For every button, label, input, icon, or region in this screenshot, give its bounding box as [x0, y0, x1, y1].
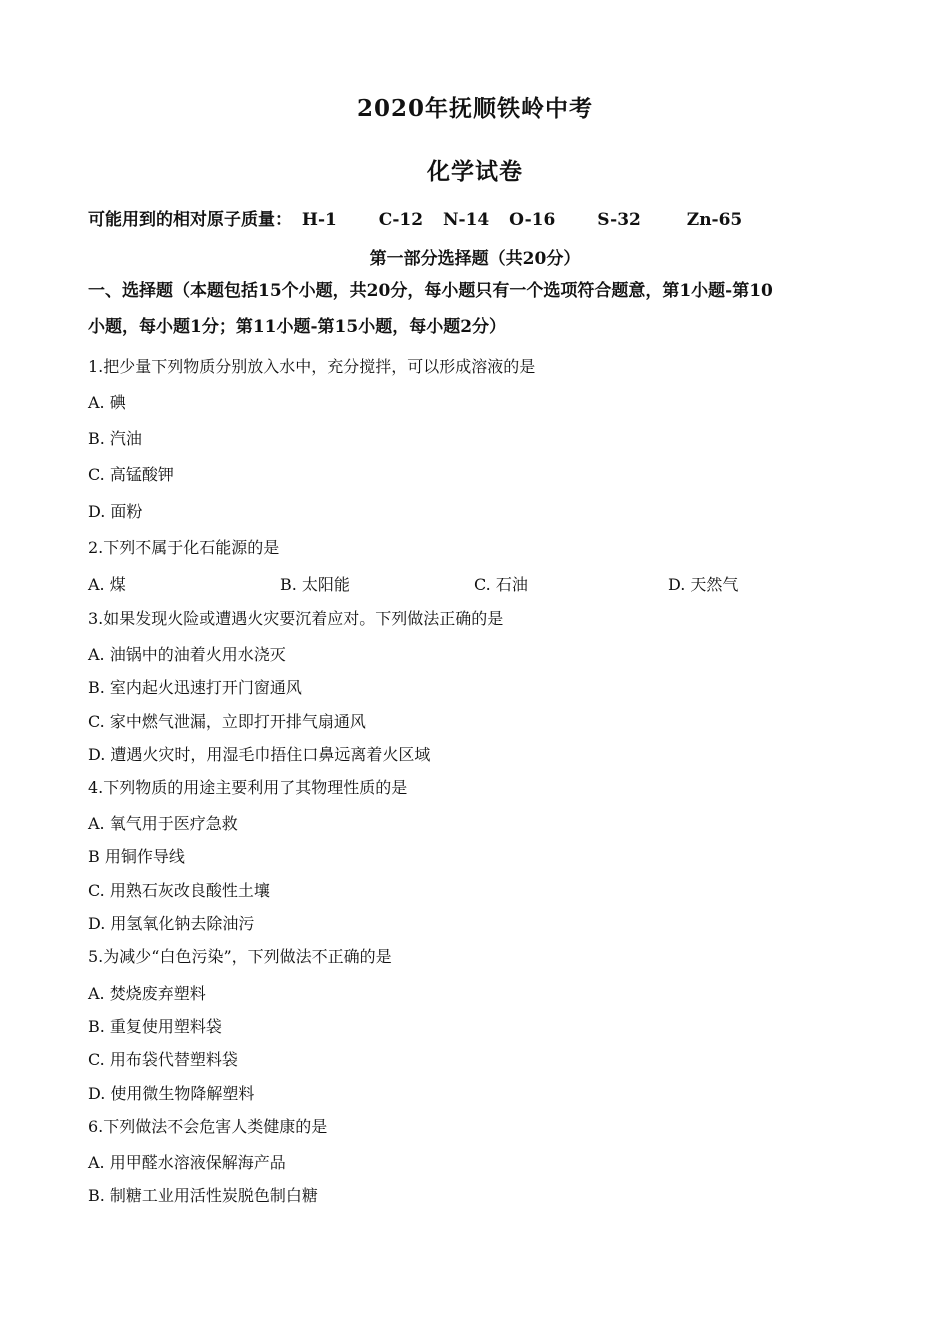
- question-6-stem: 6.下列做法不会危害人类健康的是: [88, 1117, 328, 1136]
- question-2-option-d: D. 天然气: [668, 575, 739, 594]
- question-3-option-d: D. 遭遇火灾时，用湿毛巾捂住口鼻远离着火区域: [88, 745, 431, 764]
- question-1-stem: 1.把少量下列物质分别放入水中，充分搅拌，可以形成溶液的是: [88, 357, 536, 376]
- question-3-option-c: C. 家中燃气泄漏，立即打开排气扇通风: [88, 712, 366, 731]
- exam-title: 2020年抚顺铁岭中考: [356, 95, 593, 122]
- question-2-option-c: C. 石油: [474, 575, 528, 594]
- question-2-option-a: A. 煤: [88, 575, 126, 594]
- question-6-option-b: B. 制糖工业用活性炭脱色制白糖: [88, 1186, 318, 1205]
- atomic-mass-zn: Zn-65: [686, 210, 743, 230]
- question-1-option-c: C. 高锰酸钾: [88, 465, 174, 484]
- question-2-stem: 2.下列不属于化石能源的是: [88, 538, 280, 557]
- question-6-option-a: A. 用甲醛水溶液保解海产品: [88, 1153, 286, 1172]
- question-5-option-a: A. 焚烧废弃塑料: [88, 984, 206, 1003]
- atomic-mass-line: [88, 205, 742, 230]
- question-3-option-a: A. 油锅中的油着火用水浇灭: [88, 645, 286, 664]
- question-1-option-a: A. 碘: [88, 393, 126, 412]
- question-5-option-b: B. 重复使用塑料袋: [88, 1017, 222, 1036]
- exam-subtitle: 化学试卷: [427, 158, 523, 185]
- question-1-option-d: D. 面粉: [88, 502, 143, 521]
- atomic-mass-c: C-12: [378, 210, 424, 230]
- part-one-title: 第一部分选择题（共20分）: [369, 249, 581, 269]
- section-instruction-line-2: 小题，每小题1分；第11小题-第15小题，每小题2分）: [88, 317, 507, 337]
- section-instruction-line-1: 一、选择题（本题包括15个小题，共20分，每小题只有一个选项符合题意，第1小题-第10: [88, 281, 773, 301]
- question-5-stem: 5.为减少“白色污染”，下列做法不正确的是: [88, 947, 392, 966]
- question-4-option-c: C. 用熟石灰改良酸性土壤: [88, 881, 270, 900]
- atomic-mass-s: S-32: [597, 210, 641, 230]
- question-2-option-b: B. 太阳能: [280, 575, 350, 594]
- question-5-option-c: C. 用布袋代替塑料袋: [88, 1050, 238, 1069]
- question-1-option-b: B. 汽油: [88, 429, 142, 448]
- question-4-option-b: B 用铜作导线: [88, 847, 185, 866]
- question-4-option-a: A. 氧气用于医疗急救: [88, 814, 238, 833]
- atomic-mass-n: N-14: [442, 210, 490, 230]
- question-3-stem: 3.如果发现火险或遭遇火灾要沉着应对。下列做法正确的是: [88, 609, 504, 628]
- question-3-option-b: B. 室内起火迅速打开门窗通风: [88, 678, 302, 697]
- atomic-mass-h: H-1: [301, 210, 337, 230]
- question-5-option-d: D. 使用微生物降解塑料: [88, 1084, 255, 1103]
- atomic-mass-o: O-16: [509, 210, 556, 230]
- question-4-stem: 4.下列物质的用途主要利用了其物理性质的是: [88, 778, 408, 797]
- question-4-option-d: D. 用氢氧化钠去除油污: [88, 914, 255, 933]
- atomic-mass-label: 可能用到的相对原子质量：: [88, 210, 292, 230]
